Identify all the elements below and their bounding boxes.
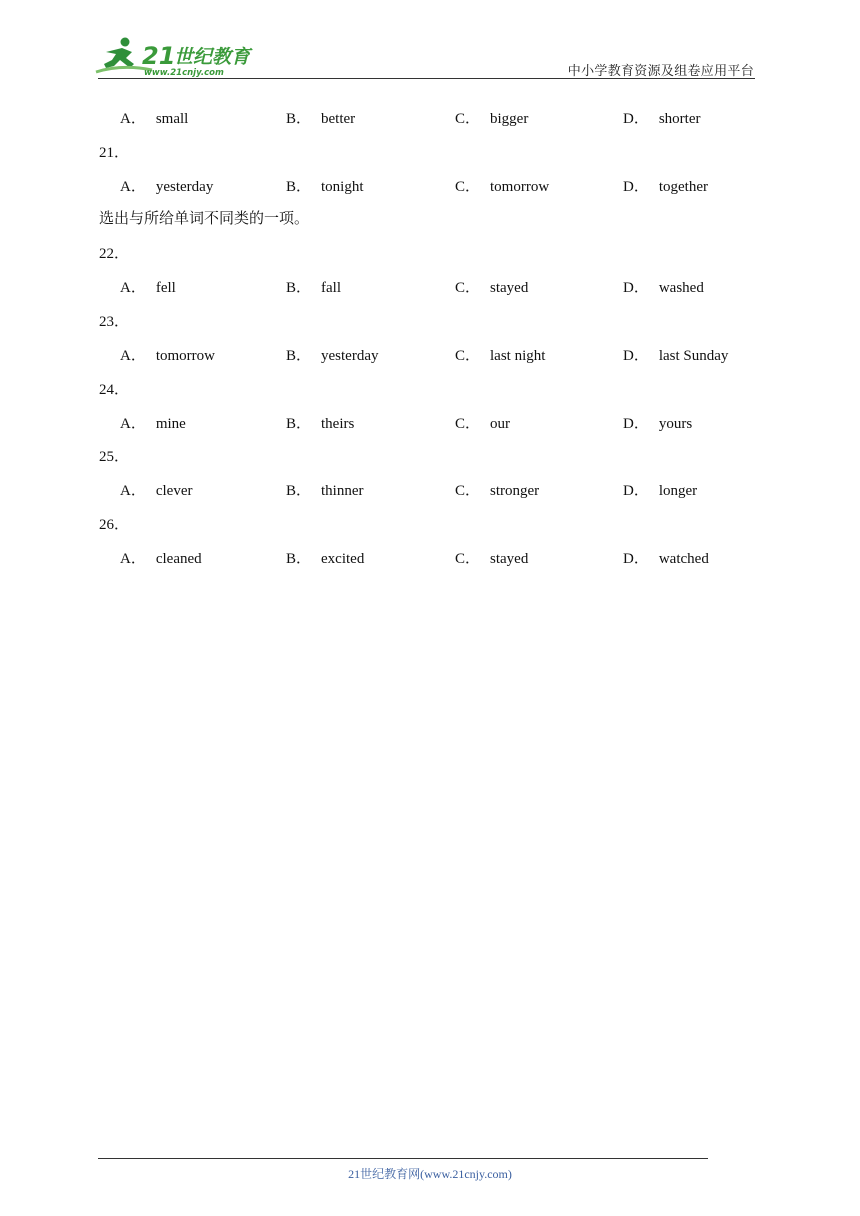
option-b[interactable]: B． excited [286,551,365,567]
option-a[interactable]: A． tomorrow [120,348,216,364]
page-header [0,0,860,80]
option-c[interactable]: C． stayed [455,551,529,567]
site-tagline: 中小学教育资源及组卷应用平台 [567,64,754,79]
option-d[interactable]: D． washed [623,280,704,296]
question-number: 26． [99,517,130,533]
svg-text:www.21cnjy.com: www.21cnjy.com [144,68,224,78]
option-d[interactable]: D． yours [623,416,693,432]
section-instruction: 选出与所给单词不同类的一项。 [99,209,310,227]
site-logo [92,34,262,78]
option-a[interactable]: A． cleaned [120,551,202,567]
option-c[interactable]: C． stayed [455,280,529,296]
option-d[interactable]: D． watched [623,551,709,567]
options-row [0,276,860,296]
question-number: 21． [99,145,130,161]
option-c[interactable]: C． last night [455,348,546,364]
runner-logo-icon [92,34,262,78]
option-b[interactable]: B． better [286,111,356,127]
option-c[interactable]: C． tomorrow [455,179,550,195]
option-b[interactable]: B． tonight [286,179,364,195]
question-number: 23． [99,314,130,330]
option-d[interactable]: D． longer [623,483,698,499]
option-b[interactable]: B． thinner [286,483,364,499]
svg-text:21: 21 [142,42,176,70]
options-row [0,547,860,567]
options-row-continued [0,107,860,127]
footer-divider [98,1158,708,1159]
options-row [0,412,860,432]
option-a[interactable]: A． mine [120,416,186,432]
option-c[interactable]: C． bigger [455,111,529,127]
option-a[interactable]: A． fell [120,280,176,296]
header-divider [98,78,755,79]
svg-text:世纪教育: 世纪教育 [174,46,251,68]
option-d[interactable]: D． shorter [623,111,701,127]
option-b[interactable]: B． yesterday [286,348,379,364]
option-b[interactable]: B． theirs [286,416,355,432]
options-row [0,344,860,364]
question-number: 24． [99,382,130,398]
options-row [0,479,860,499]
question-number: 22． [99,246,130,262]
option-b[interactable]: B． fall [286,280,342,296]
option-d[interactable]: D． last Sunday [623,348,729,364]
option-d[interactable]: D． together [623,179,708,195]
option-a[interactable]: A． clever [120,483,193,499]
option-a[interactable]: A． small [120,111,189,127]
options-row [0,175,860,195]
option-c[interactable]: C． stronger [455,483,540,499]
footer-link[interactable]: 21世纪教育网(www.21cnjy.com) [348,1167,512,1181]
option-a[interactable]: A． yesterday [120,179,214,195]
option-c[interactable]: C． our [455,416,511,432]
question-number: 25． [99,449,130,465]
